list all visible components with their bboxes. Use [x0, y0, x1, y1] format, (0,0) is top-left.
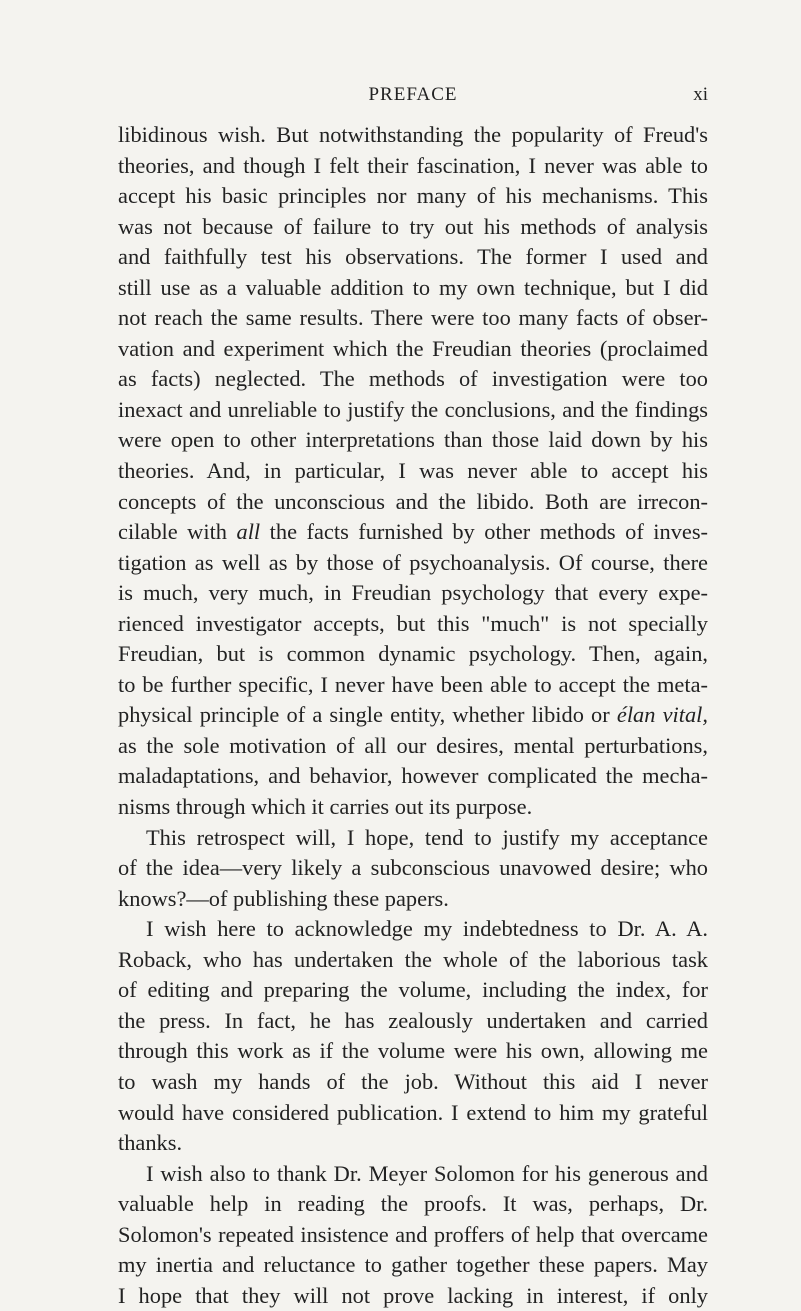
- text-line: my inertia and reluctance to gather together these papers. May: [118, 1252, 708, 1278]
- text-line: inexact and unreliable to justify the conclusions, and the findings: [118, 396, 708, 422]
- text-line: Freudian, but is common dynamic psychology. Then, again,: [118, 641, 708, 667]
- text-line: is much, very much, in Freudian psychology that every expe-: [118, 580, 708, 606]
- italic-emphasis: élan vital,: [616, 702, 708, 728]
- text-line: I hope that they will not prove lacking in interest, if only: [118, 1282, 708, 1308]
- text-line: knows?—of publishing these papers.: [118, 885, 449, 911]
- text-line: I wish here to acknowledge my indebtedness to Dr. A. A.: [146, 916, 708, 942]
- line-segment: cilable with: [118, 519, 227, 545]
- text-line: not reach the same results. There were too many facts of obser-: [118, 305, 708, 331]
- text-line: were open to other interpretations than those laid down by his: [118, 427, 708, 453]
- text-line: accept his basic principles nor many of his mechanisms. This: [118, 183, 708, 209]
- chapter-title: PREFACE: [368, 84, 458, 105]
- text-line: the press. In fact, he has zealously undertaken and carried: [118, 1007, 708, 1033]
- text-line: thanks.: [118, 1130, 183, 1156]
- text-line: would have considered publication. I extend to him my grateful: [118, 1099, 708, 1125]
- text-line: rienced investigator accepts, but this "much" is not specially: [118, 610, 708, 636]
- italic-emphasis: all: [236, 519, 261, 545]
- line-segment: physical principle of a single entity, whether libido or: [118, 702, 610, 728]
- text-line: vation and experiment which the Freudian theories (proclaimed: [118, 335, 708, 361]
- text-line: to be further specific, I never have been able to accept the meta-: [118, 671, 708, 697]
- text-line: and faithfully test his observations. The former I used and: [118, 244, 708, 270]
- text-line: nisms through which it carries out its purpose.: [118, 794, 533, 820]
- line-segment: the facts furnished by other methods of inves-: [269, 519, 709, 545]
- text-line: theories. And, in particular, I was never able to accept his: [118, 458, 708, 484]
- running-head: [118, 80, 708, 110]
- text-line: I wish also to thank Dr. Meyer Solomon for his generous and: [146, 1160, 708, 1186]
- text-line: was not because of failure to try out his methods of analysis: [118, 213, 708, 239]
- text-line: still use as a valuable addition to my own technique, but I did: [118, 274, 708, 300]
- text-line: to wash my hands of the job. Without this aid I never: [118, 1068, 708, 1094]
- text-line: as facts) neglected. The methods of investigation were too: [118, 366, 708, 392]
- text-line: [118, 517, 708, 548]
- text-line: Solomon's repeated insistence and proffers of help that overcame: [118, 1221, 708, 1247]
- text-line: theories, and though I felt their fascination, I never was able to: [118, 152, 708, 178]
- text-line: maladaptations, and behavior, however complicated the mecha-: [118, 763, 708, 789]
- text-line: libidinous wish. But notwithstanding the popularity of Freud's: [118, 122, 708, 147]
- body-text: [118, 120, 708, 1311]
- text-line: Roback, who has undertaken the whole of the laborious task: [118, 946, 708, 972]
- text-line: valuable help in reading the proofs. It was, perhaps, Dr.: [118, 1191, 708, 1217]
- text-line: [118, 700, 708, 731]
- text-line: as the sole motivation of all our desires, mental perturbations,: [118, 732, 708, 758]
- page-number: xi: [693, 84, 708, 105]
- text-line: of editing and preparing the volume, including the index, for: [118, 977, 708, 1003]
- text-line: concepts of the unconscious and the libido. Both are irrecon-: [118, 488, 708, 514]
- text-line: This retrospect will, I hope, tend to justify my acceptance: [146, 824, 708, 850]
- text-line: tigation as well as by those of psychoanalysis. Of course, there: [118, 549, 708, 575]
- text-line: through this work as if the volume were his own, allowing me: [118, 1038, 708, 1064]
- text-line: of the idea—very likely a subconscious unavowed desire; who: [118, 855, 708, 881]
